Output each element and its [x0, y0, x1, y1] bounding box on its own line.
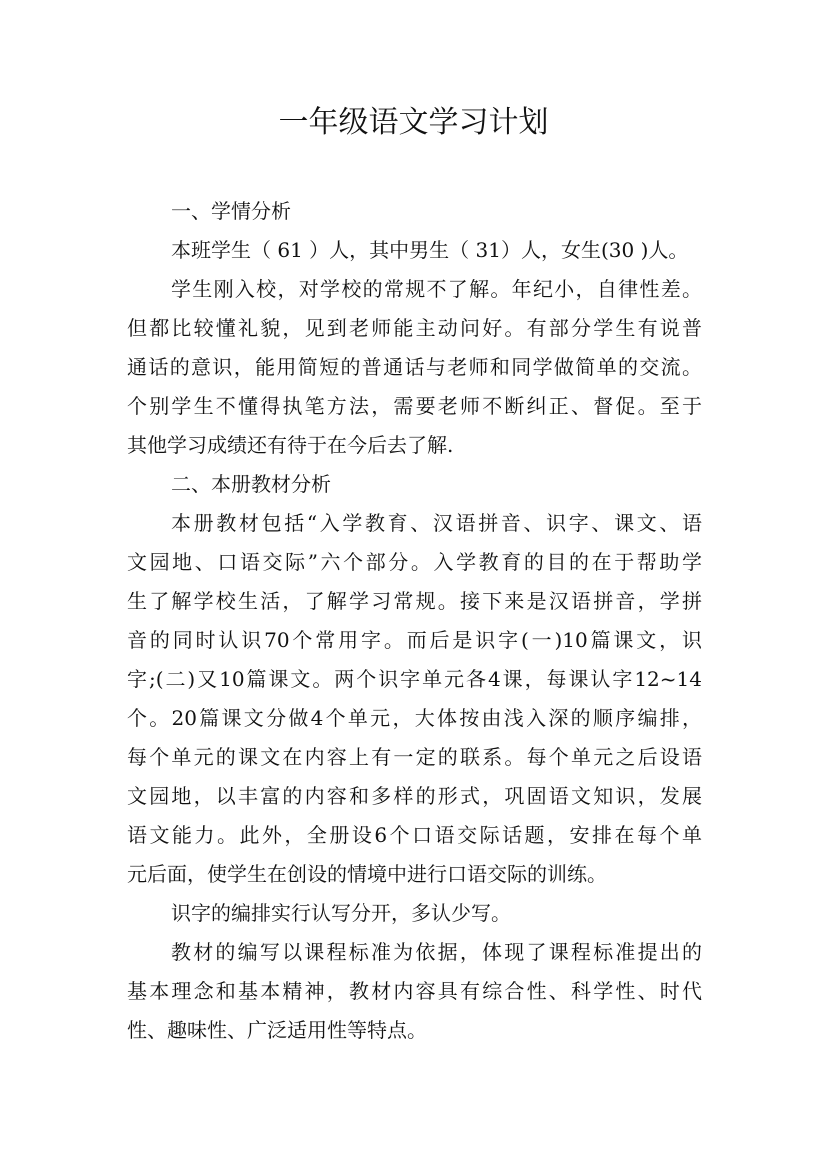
paragraph-line: 性、趣味性、广泛适用性等特点。 — [127, 1018, 427, 1042]
paragraph-line: 本班学生（ 61 ）人，其中男生（ 31）人，女生(30 )人。 — [171, 238, 689, 262]
paragraph-line: 个。20篇课文分做4个单元，大体按由浅入深的顺序编排， — [127, 706, 702, 730]
paragraph-line: 教材的编写以课程标准为依据，体现了课程标准提出的 — [171, 940, 702, 964]
paragraph-line: 本册教材包括“入学教育、汉语拼音、识字、课文、语 — [171, 511, 702, 535]
document-body — [127, 192, 702, 1050]
paragraph-line: 音的同时认识70个常用字。而后是识字(一)10篇课文，识 — [127, 628, 702, 652]
paragraph-line: 语文能力。此外，全册设6个口语交际话题，安排在每个单 — [127, 823, 702, 847]
paragraph-line: 学生刚入校，对学校的常规不了解。年纪小，自律性差。 — [171, 277, 702, 301]
paragraph-line: 生了解学校生活，了解学习常规。接下来是汉语拼音，学拼 — [127, 589, 702, 613]
paragraph-line: 通话的意识，能用简短的普通话与老师和同学做简单的交流。 — [127, 355, 702, 379]
paragraph-line: 但都比较懂礼貌，见到老师能主动问好。有部分学生有说普 — [127, 316, 702, 340]
paragraph-line: 文园地、口语交际”六个部分。入学教育的目的在于帮助学 — [127, 550, 702, 574]
paragraph-line: 字;(二)又10篇课文。两个识字单元各4课，每课认字12~14 — [127, 667, 702, 691]
paragraph-line: 其他学习成绩还有待于在今后去了解. — [127, 433, 454, 457]
paragraph-line: 基本理念和基本精神，教材内容具有综合性、科学性、时代 — [127, 979, 702, 1003]
paragraph-line: 文园地，以丰富的内容和多样的形式，巩固语文知识，发展 — [127, 784, 702, 808]
paragraph-line: 元后面，使学生在创设的情境中进行口语交际的训练。 — [127, 862, 607, 886]
section-heading-2: 二、本册教材分析 — [171, 472, 331, 496]
paragraph-line: 识字的编排实行认写分开，多认少写。 — [171, 901, 511, 925]
document-title: 一年级语文学习计划 — [278, 105, 549, 140]
paragraph-line: 每个单元的课文在内容上有一定的联系。每个单元之后设语 — [127, 745, 702, 769]
section-heading-1: 一、学情分析 — [171, 199, 291, 223]
paragraph-line: 个别学生不懂得执笔方法，需要老师不断纠正、督促。至于 — [127, 394, 702, 418]
